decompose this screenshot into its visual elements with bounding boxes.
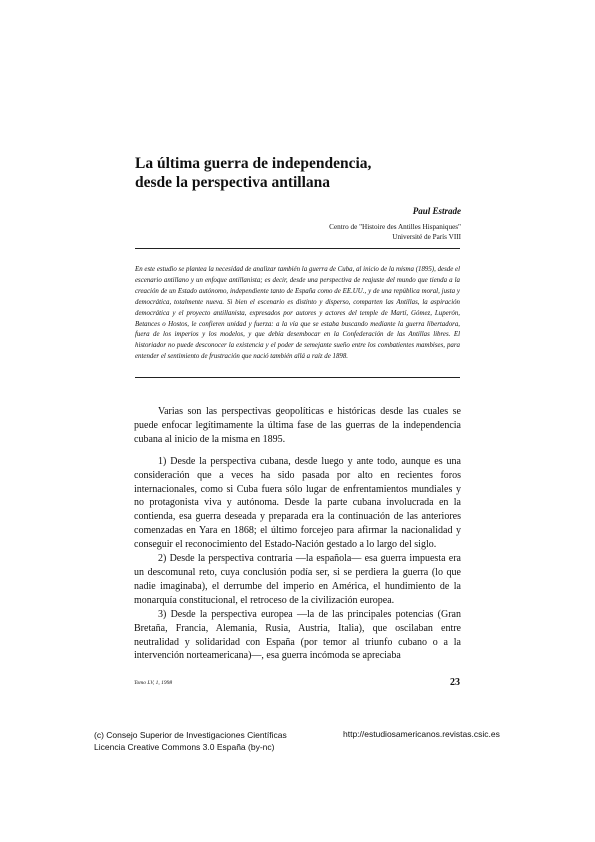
journal-url[interactable]: http://estudiosamericanos.revistas.csic.es bbox=[343, 729, 500, 739]
body-paragraph: 1) Desde la perspectiva cubana, desde luego y ante todo, aunque es una consideración que a veces ha sido pasada por alto en recientes foros internacionales, como si Cuba fuera sólo lugar de enfrentamientos mundiales y no protagonista viva y autónoma. Desde la parte cubana involucrada en la contienda, esa guerra deseada y preparada era la continuación de las anteriores comenzadas en Yara en 1868; el último forcejeo para afirmar la nacionalidad y conseguir el reconocimiento del Estado-Nación gestado a lo largo del siglo. bbox=[134, 455, 461, 551]
title-line-2: desde la perspectiva antillana bbox=[135, 174, 331, 191]
license-line-1: (c) Consejo Superior de Investigaciones Científicas bbox=[94, 730, 287, 740]
author-affiliation bbox=[329, 222, 461, 242]
title-line-1: La última guerra de independencia, bbox=[135, 155, 372, 172]
abstract: En este estudio se plantea la necesidad de analizar también la guerra de Cuba, al inicio de la misma (1895), desde el escenario antillano y un enfoque antillanista; es decir, desde una perspectiva de reajuste del mundo que tienda a la creación de un Estado autónomo, independiente tanto de España como de EE.UU., y de una república moral, justa y democrática, totalmente nueva. Si bien el escenario es distinto y disperso, comparten las Antillas, la aspiración democrática y el proyecto antillanista, expresados por autores y actores del temple de Martí, Gómez, Luperón, Betances o Hostos, le confieren unidad y fuerza: a la vía que se estaba buscando mediante la guerra libertadora, fuera de los imperios y los modelos, y que debía desembocar en la Confederación de las Antillas libres. El historiador no puede desconocer la existencia y el poder de semejante sueño entre los combatientes mambises, para entender el sentimiento de frustración que nació también allá a raíz de 1898. bbox=[135, 266, 460, 361]
author-name: Paul Estrade bbox=[412, 206, 461, 216]
affiliation-line-1: Centro de "Histoire des Antilles Hispaniques" bbox=[329, 223, 461, 231]
article-title bbox=[135, 154, 475, 192]
body-paragraph: 3) Desde la perspectiva europea —la de las principales potencias (Gran Bretaña, Francia, Alemania, Rusia, Austria, Italia), que oscilaban entre neutralidad y solidaridad con España (por temor al triunfo cubano o a la intervención norteamericana)—, esa guerra incómoda se apreciaba bbox=[134, 608, 461, 662]
body-paragraph: Varias son las perspectivas geopolíticas e históricas desde las cuales se puede enfocar legítimamente la última fase de las guerras de la independencia cubana al inicio de la misma en 1895. bbox=[134, 406, 461, 445]
license-notice bbox=[94, 729, 287, 753]
page-number: 23 bbox=[450, 677, 460, 688]
body-paragraph: 2) Desde la perspectiva contraria —la española— esa guerra impuesta era un descomunal reto, cuya conclusión podía ser, si se perdiera la guerra (lo que nadie imaginaba), el derrumbe del imperio en América, el hundimiento de la monarquía constitucional, el retroceso de la civilización europea. bbox=[134, 553, 461, 606]
license-line-2: Licencia Creative Commons 3.0 España (by-nc) bbox=[94, 742, 275, 752]
article-body bbox=[134, 405, 461, 663]
issue-reference: Tomo LV, 1, 1998 bbox=[134, 680, 173, 686]
abstract-bottom-rule bbox=[135, 377, 460, 378]
affiliation-line-2: Université de París VIII bbox=[392, 233, 461, 241]
abstract-top-rule bbox=[135, 248, 460, 249]
